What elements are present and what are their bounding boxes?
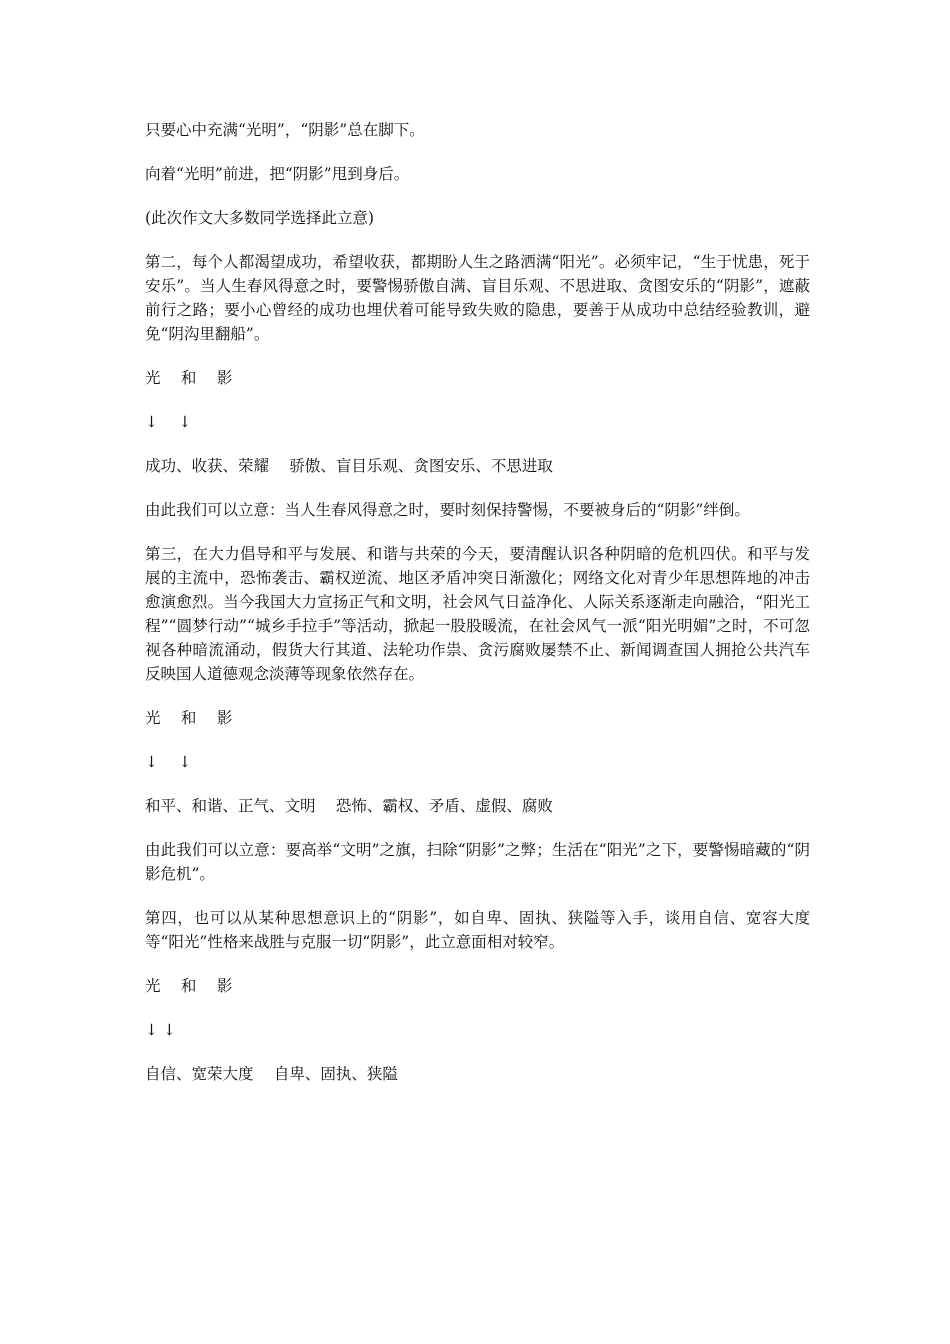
section2-heading: 光 和 影 <box>145 369 233 387</box>
section3-paragraph: 第三，在大力倡导和平与发展、和谐与共荣的今天，要清醒认识各种阴暗的危机四伏。和平与发展的主流中，恐怖袭击、霸权逆流、地区矛盾冲突日渐激化；网络文化对青少年思想阵地的冲击愈演愈烈。当今我国大力宣扬正气和文明，社会风气日益净化、人际关系逐渐走向融洽，“阳光工程”“圆梦行动”“城乡手拉手”等活动，掀起一股股暖流，在社会风气一派“阳光明媚”之时，不可忽视各种暗流涌动，假货大行其道、法轮功作祟、贪污腐败屡禁不止、新闻调查国人拥抢公共汽车反映国人道德观念淡薄等现象依然存在。 <box>145 545 810 683</box>
section3-items: 和平、和谐、正气、文明 恐怖、霸权、矛盾、虚假、腐败 <box>145 797 553 815</box>
section4-items: 自信、宽荣大度 自卑、固执、狭隘 <box>145 1065 398 1083</box>
section3-heading: 光 和 影 <box>145 709 233 727</box>
section2-items: 成功、收获、荣耀 骄傲、盲目乐观、贪图安乐、不思进取 <box>145 457 553 475</box>
document-page <box>145 118 810 1106</box>
section2-conclusion: 由此我们可以立意：当人生春风得意之时，要时刻保持警惕，不要被身后的“阴影”绊倒。 <box>145 501 750 519</box>
line-2: 向着“光明”前进，把“阴影”甩到身后。 <box>145 165 410 183</box>
section4-arrows: ↓ ↓ <box>145 1021 176 1039</box>
section4-heading: 光 和 影 <box>145 977 233 995</box>
line-1: 只要心中充满“光明”，“阴影”总在脚下。 <box>145 121 425 139</box>
section3-arrows: ↓ ↓ <box>145 753 192 771</box>
section4-paragraph: 第四，也可以从某种思想意识上的“阴影”，如自卑、固执、狭隘等入手，谈用自信、宽容大度等“阳光”性格来战胜与克服一切“阴影”，此立意面相对较窄。 <box>145 909 810 951</box>
section3-conclusion: 由此我们可以立意：要高举“文明”之旗，扫除“阴影”之弊；生活在“阳光”之下，要警惕暗藏的“阴影危机”。 <box>145 841 810 883</box>
section2-paragraph: 第二，每个人都渴望成功，希望收获，都期盼人生之路洒满“阳光”。必须牢记，“生于忧患，死于安乐”。当人生春风得意之时，要警惕骄傲自满、盲目乐观、不思进取、贪图安乐的“阴影”，遮蔽前行之路；要小心曾经的成功也埋伏着可能导致失败的隐患，要善于从成功中总结经验教训，避免“阴沟里翻船”。 <box>145 253 810 343</box>
line-3: (此次作文大多数同学选择此立意) <box>145 209 375 227</box>
section2-arrows: ↓ ↓ <box>145 413 192 431</box>
